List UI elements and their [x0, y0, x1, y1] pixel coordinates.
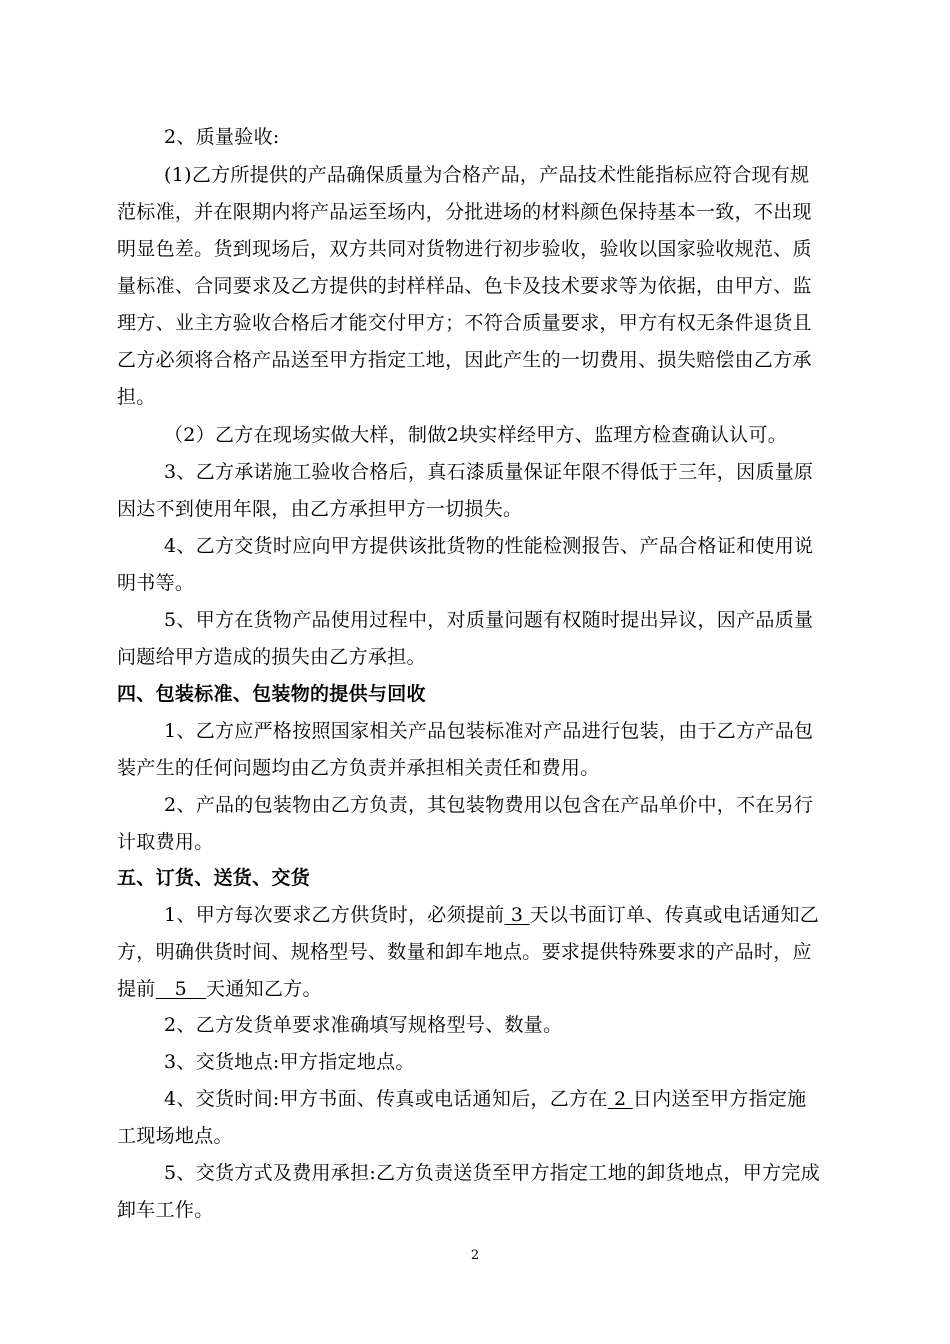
- blank-value: 5: [155, 978, 207, 1000]
- text-line: 4、乙方交货时应向甲方提供该批货物的性能检测报告、产品合格证和使用说: [164, 535, 814, 557]
- text-segment: 日内送至甲方指定施: [632, 1088, 807, 1110]
- text-segment: 1、甲方每次要求乙方供货时，必须提前: [164, 904, 505, 926]
- text-line: [164, 1087, 806, 1111]
- text-line: 担。: [117, 386, 156, 408]
- text-line: 1、乙方应严格按照国家相关产品包装标准对产品进行包装，由于乙方产品包: [164, 720, 814, 742]
- text-line: 乙方必须将合格产品送至甲方指定工地，因此产生的一切费用、损失赔偿由乙方承: [117, 349, 812, 371]
- blank-value: 2: [607, 1088, 633, 1110]
- text-line: 5、交货方式及费用承担:乙方负责送货至甲方指定工地的卸货地点，甲方完成: [164, 1162, 820, 1184]
- text-line: 5、甲方在货物产品使用过程中，对质量问题有权随时提出异议，因产品质量: [164, 609, 814, 631]
- text-line: 范标准，并在限期内将产品运至场内，分批进场的材料颜色保持基本一致，不出现: [117, 201, 812, 223]
- text-line: 装产生的任何问题均由乙方负责并承担相关责任和费用。: [117, 757, 600, 779]
- text-line: （2）乙方在现场实做大样，制做2块实样经甲方、监理方检查确认认可。: [164, 424, 788, 446]
- text-segment: 提前: [117, 978, 156, 1000]
- text-segment: 天以书面订单、传真或电话通知乙: [529, 904, 820, 926]
- text-line: 3、交货地点:甲方指定地点。: [164, 1051, 415, 1073]
- text-line: 卸车工作。: [117, 1199, 214, 1221]
- text-line: [164, 903, 819, 927]
- text-line: 工现场地点。: [117, 1125, 233, 1147]
- text-line: 量标准、合同要求及乙方提供的封样样品、色卡及技术要求等为依据，由甲方、监: [117, 275, 812, 297]
- text-line: 3、乙方承诺施工验收合格后，真石漆质量保证年限不得低于三年，因质量原: [164, 461, 814, 483]
- text-line: 2、产品的包装物由乙方负责，其包装物费用以包含在产品单价中，不在另行: [164, 794, 814, 816]
- section-heading: 五、订货、送货、交货: [117, 867, 311, 889]
- text-segment: 4、交货时间:甲方书面、传真或电话通知后，乙方在: [164, 1088, 608, 1110]
- text-line: 问题给甲方造成的损失由乙方承担。: [117, 646, 426, 668]
- text-line: 2、质量验收:: [164, 126, 280, 148]
- blank-value: 3: [504, 904, 530, 926]
- section-heading: 四、包装标准、包装物的提供与回收: [117, 683, 426, 705]
- text-line: 明显色差。货到现场后，双方共同对货物进行初步验收，验收以国家验收规范、质: [117, 238, 812, 260]
- text-line: 理方、业主方验收合格后才能交付甲方；不符合质量要求，甲方有权无条件退货且: [117, 312, 812, 334]
- text-segment: 天通知乙方。: [206, 978, 322, 1000]
- text-line: 因达不到使用年限，由乙方承担甲方一切损失。: [117, 498, 523, 520]
- text-line: 方，明确供货时间、规格型号、数量和卸车地点。要求提供特殊要求的产品时，应: [117, 941, 812, 963]
- text-line: 明书等。: [117, 572, 195, 594]
- page-number: 2: [470, 1248, 480, 1263]
- text-line: (1)乙方所提供的产品确保质量为合格产品，产品技术性能指标应符合现有规: [164, 164, 810, 186]
- text-line: [117, 977, 322, 1001]
- text-line: 2、乙方发货单要求准确填写规格型号、数量。: [164, 1014, 563, 1036]
- text-line: 计取费用。: [117, 831, 214, 853]
